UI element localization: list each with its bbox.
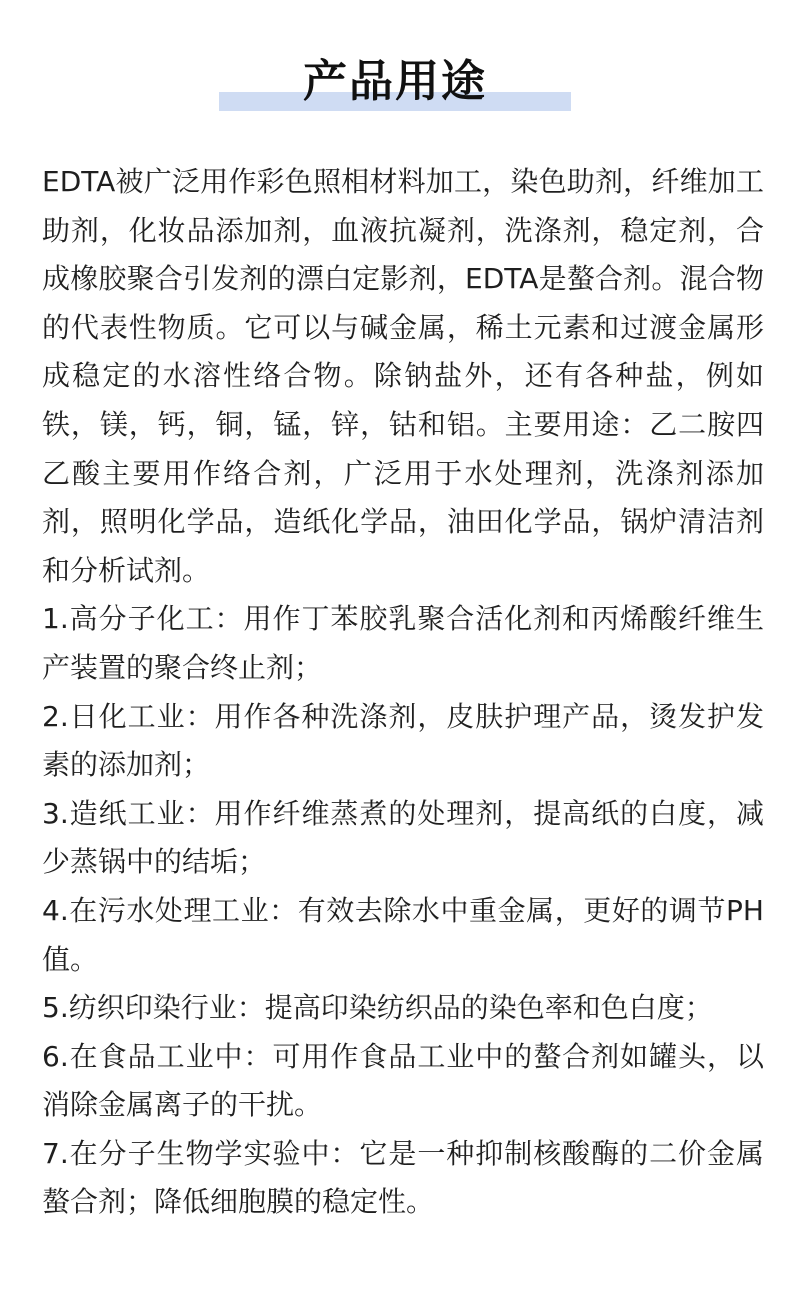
list-item: 3.造纸工业：用作纤维蒸煮的处理剂，提高纸的白度，减少蒸锅中的结垢； [42,796,764,879]
list-item: 2.日化工业：用作各种洗涤剂，皮肤护理产品，烫发护发素的添加剂； [42,699,764,782]
intro-paragraph: EDTA被广泛用作彩色照相材料加工，染色助剂，纤维加工助剂，化妆品添加剂，血液抗凝剂，洗涤剂，稳定剂，合成橡胶聚合引发剂的漂白定影剂，EDTA是螯合剂。混合物的代表性物质。它可以与碱金属，稀土元素和过渡金属形成稳定的水溶性络合物。除钠盐外，还有各种盐，例如铁，镁，钙，铜，锰，锌，钴和铝。主要用途：乙二胺四乙酸主要用作络合剂，广泛用于水处理剂，洗涤剂添加剂，照明化学品，造纸化学品，油田化学品，锅炉清洁剂和分析试剂。 [42,165,764,587]
list-item: 7.在分子生物学实验中：它是一种抑制核酸酶的二价金属螯合剂；降低细胞膜的稳定性。 [42,1136,764,1219]
title-section [0,52,790,122]
list-item: 6.在食品工业中：可用作食品工业中的螯合剂如罐头，以消除金属离子的干扰。 [42,1039,764,1122]
list-item: 5.纺织印染行业：提高印染纺织品的染色率和色白度； [42,991,713,1025]
list-item: 4.在污水处理工业：有效去除水中重金属，更好的调节PH值。 [42,893,764,976]
list-item: 1.高分子化工：用作丁苯胶乳聚合活化剂和丙烯酸纤维生产装置的聚合终止剂； [42,602,764,684]
content-body [42,158,764,1227]
page-title: 产品用途 [303,56,487,107]
